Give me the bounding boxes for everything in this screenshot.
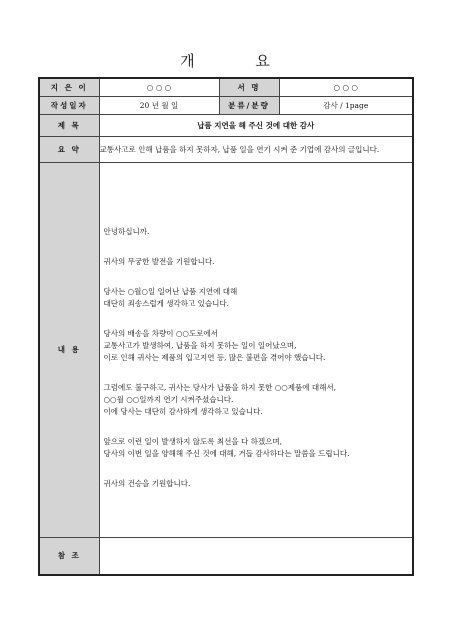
reference-label: 참 조 [39,537,99,575]
content-body[interactable] [99,162,413,537]
paragraph-4-line-1: 그럼에도 불구하고, 귀사는 당사가 납품을 하지 못한 ○○제품에 대해서, [103,382,337,392]
signature-label: 서 명 [219,78,279,96]
paragraph-3-line-3: 이로 인해 귀사는 제품의 입고지연 등, 많은 불편을 겪어야 했습니다. [103,352,326,362]
paragraph-2-line-1: 당사는 ○월○일 일어난 납품 지연에 대해 [103,286,238,296]
paragraph-3-line-1: 당사의 배송을 차량이 ○○도로에서 [103,328,218,338]
paragraph-5-line-1: 앞으로 이런 일이 발생하지 않도록 최선을 다 하겠으며, [103,436,282,446]
category-label: 분류/분량 [219,96,279,114]
signature-value[interactable]: ○ ○ ○ [279,78,413,96]
paragraph-5-line-2: 당사의 이번 일을 양해해 주신 것에 대해, 거듭 감사하다는 말씀을 드립니다. [103,448,350,458]
document-title: 개 요 [180,52,298,70]
paragraph-1: 귀사의 무궁한 발전을 기원합니다. [103,256,215,266]
summary-label: 요 약 [39,136,99,162]
author-value[interactable]: ○ ○ ○ [99,78,219,96]
paragraph-3-line-2: 교통사고가 발생하여, 납품을 하지 못하는 일이 일어났으며, [103,340,297,350]
subject-label: 제 목 [39,114,99,136]
author-label: 지 은 이 [39,78,99,96]
paragraph-4-line-3: 이에 당사는 대단히 감사하게 생각하고 있습니다. [103,406,263,416]
paragraph-2-line-2: 대단히 죄송스럽게 생각하고 있습니다. [103,298,229,308]
overview-form [38,77,414,576]
subject-value[interactable]: 납품 지연을 해 주신 것에 대한 감사 [99,114,413,136]
content-label: 내 용 [39,162,99,537]
summary-value[interactable]: 교통사고로 인해 납품을 하지 못하자, 납품 일을 연기 시켜 준 기업에 감사의 글입니다. [99,136,413,162]
category-value[interactable]: 감사 / 1page [279,96,413,114]
date-label: 작성일자 [39,96,99,114]
paragraph-4-line-2: ○○월 ○○일까지 연기 시켜주셨습니다. [103,394,234,404]
reference-value[interactable] [99,537,413,575]
closing: 귀사의 건승을 기원합니다. [103,478,191,488]
greeting: 안녕하십니까. [103,226,150,236]
date-value[interactable]: 20 년 월 일 [99,96,219,114]
